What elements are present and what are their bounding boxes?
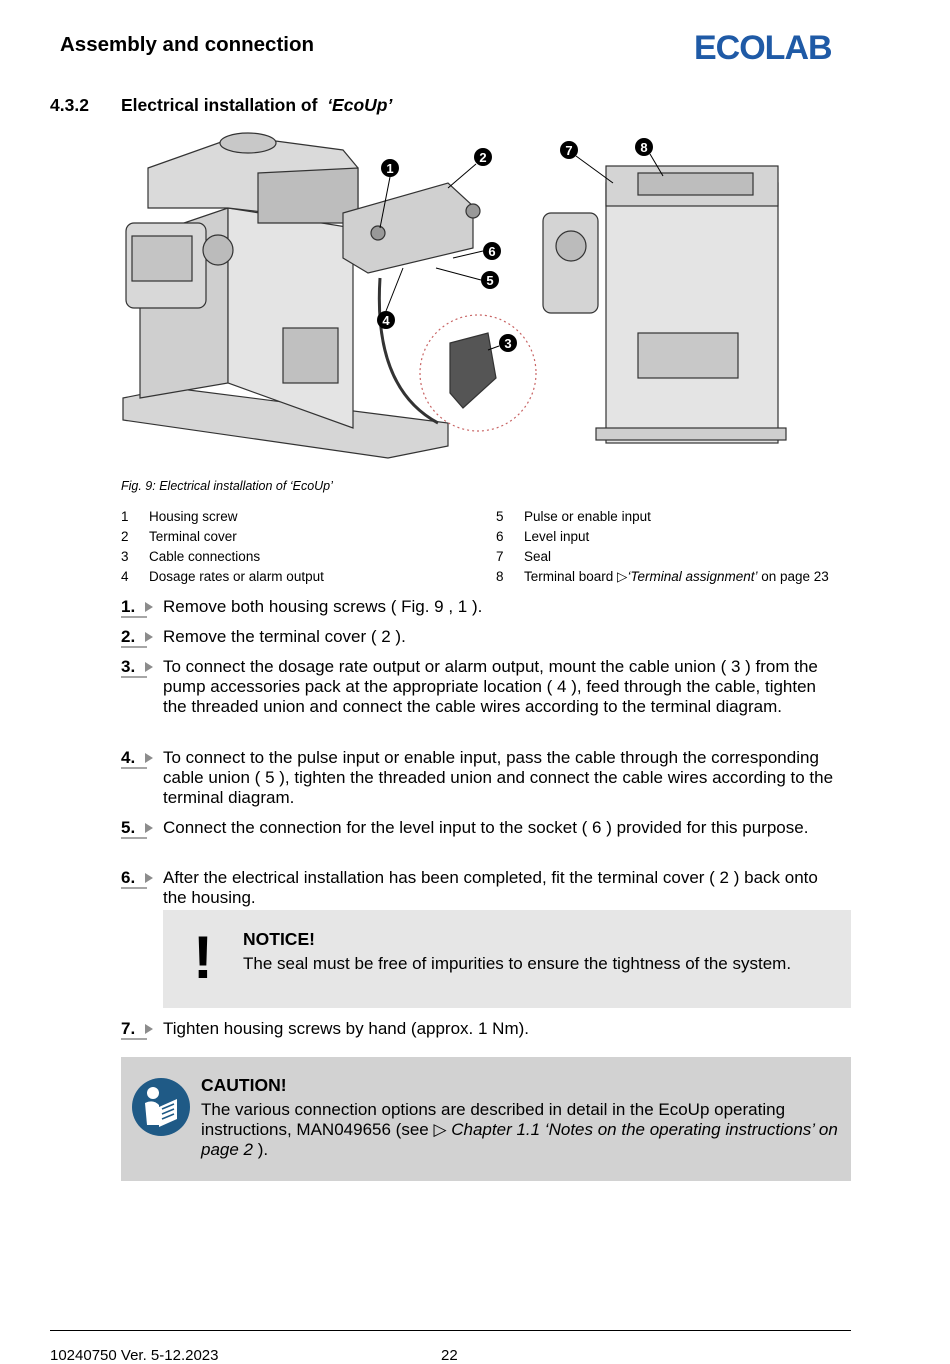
link-arrow-icon: ▷ xyxy=(617,569,628,584)
footer-divider xyxy=(50,1330,851,1331)
callout-1 xyxy=(381,159,399,177)
svg-text:3: 3 xyxy=(504,336,512,351)
pump-installation-figure xyxy=(118,128,788,464)
caution-box xyxy=(121,1057,851,1181)
step-arrow-icon xyxy=(145,602,153,612)
document-version: 10240750 Ver. 5-12.2023 xyxy=(50,1347,219,1364)
notice-box xyxy=(163,910,851,1008)
page-number: 22 xyxy=(441,1347,458,1364)
svg-text:ECOLAB: ECOLAB xyxy=(694,29,832,64)
svg-text:8: 8 xyxy=(640,140,648,155)
read-manual-icon xyxy=(131,1077,191,1137)
svg-text:4: 4 xyxy=(382,313,390,328)
section-number: 4.3.2 xyxy=(50,95,89,115)
callout-5 xyxy=(481,271,499,289)
svg-text:5: 5 xyxy=(486,273,494,288)
figure-legend: 1 Housing screw 2 Terminal cover 3 Cable connections 4 Dosage rates or alarm output 5 Pulse or enable input 6 Level input 7 Seal 8 Terminal board ▷‘Terminal assignment’ on page 23 xyxy=(121,509,829,584)
exclamation-icon: ! xyxy=(193,924,213,991)
terminal-assignment-link[interactable]: ‘Terminal assignment’ xyxy=(627,569,758,584)
step-arrow-icon xyxy=(145,823,153,833)
step-arrow-icon xyxy=(145,662,153,672)
notice-heading: NOTICE! xyxy=(243,929,315,949)
step-arrow-icon xyxy=(145,1024,153,1034)
callout-6 xyxy=(483,242,501,260)
caution-heading: CAUTION! xyxy=(201,1075,287,1095)
step-arrow-icon xyxy=(145,753,153,763)
svg-text:1: 1 xyxy=(386,161,394,176)
link-arrow-icon: ▷ xyxy=(433,1120,452,1139)
chapter-link[interactable]: Chapter 1.1 ‘Notes on the operating instructions’ on page 2 xyxy=(201,1120,838,1159)
svg-text:6: 6 xyxy=(488,244,496,259)
figure-caption: Fig. 9: Electrical installation of ‘EcoUp’ xyxy=(121,479,333,493)
notice-body: The seal must be free of impurities to ensure the tightness of the system. xyxy=(243,954,792,973)
section-title: Electrical installation of ‘EcoUp’ xyxy=(121,95,393,115)
callout-3 xyxy=(499,334,517,352)
callout-7 xyxy=(560,141,578,159)
caution-body: The various connection options are described in detail in the EcoUp operating instructions, MAN049656 (see ▷ Chapter 1.1 ‘Notes on the operating instructions’ on page 2 ). xyxy=(201,1100,838,1159)
callout-4 xyxy=(377,311,395,329)
callout-2 xyxy=(474,148,492,166)
chapter-title: Assembly and connection xyxy=(60,33,315,56)
callout-8 xyxy=(635,138,653,156)
svg-text:7: 7 xyxy=(565,143,573,158)
svg-text:2: 2 xyxy=(479,150,487,165)
ecolab-logo xyxy=(694,28,844,64)
step-arrow-icon xyxy=(145,873,153,883)
step-arrow-icon xyxy=(145,632,153,642)
